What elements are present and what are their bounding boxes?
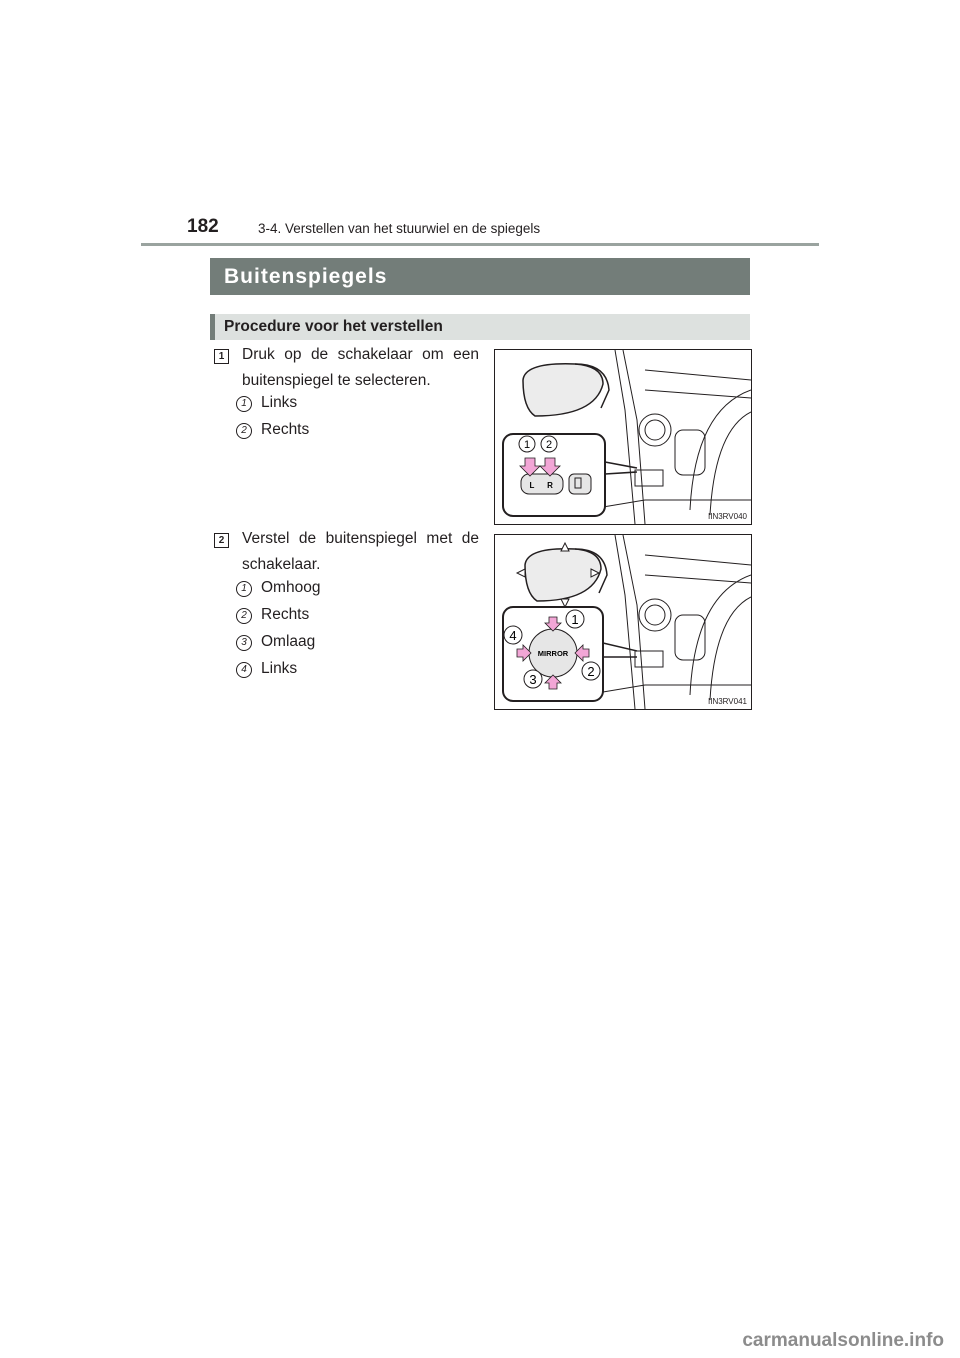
callout-1-label: 1 — [523, 439, 531, 451]
callout-number: 2 — [236, 423, 252, 439]
step-2-item-4 — [236, 659, 297, 679]
item-label: Rechts — [261, 606, 310, 623]
callout-2-label: 2 — [587, 664, 595, 679]
callout-2-label: 2 — [545, 439, 553, 451]
step-2-text: Verstel de buitenspiegel met de schakelaar. — [242, 530, 479, 573]
subsection-title: Procedure voor het verstellen — [210, 314, 750, 340]
step-2-item-2 — [236, 605, 309, 625]
switch-right-label: R — [547, 481, 553, 490]
switch-left-label: L — [529, 481, 535, 490]
callout-number: 2 — [236, 608, 252, 624]
callout-number: 1 — [236, 581, 252, 597]
figure-code: IIN3RV040 — [708, 512, 747, 521]
section-title: Buitenspiegels — [210, 258, 750, 295]
figure-mirror-select-switch — [494, 349, 752, 525]
callout-number: 4 — [236, 662, 252, 678]
step-2-item-3 — [236, 632, 315, 652]
mirror-switch-label: MIRROR — [537, 649, 569, 658]
step-number-1: 1 — [214, 349, 229, 364]
item-label: Links — [261, 660, 298, 677]
item-label: Rechts — [261, 421, 310, 438]
mirror-select-illustration — [495, 350, 751, 524]
chapter-title: 3-4. Verstellen van het stuurwiel en de spiegels — [258, 221, 541, 236]
figure-mirror-adjust-switch — [494, 534, 752, 710]
page-number: 182 — [187, 216, 219, 237]
step-1-item-2 — [236, 420, 309, 440]
item-label: Omhoog — [261, 579, 321, 596]
callout-3-label: 3 — [529, 672, 537, 687]
step-1-item-1 — [236, 393, 297, 413]
callout-4-label: 4 — [509, 628, 517, 643]
step-2-item-1 — [236, 578, 320, 598]
step-number-2: 2 — [214, 533, 229, 548]
item-label: Omlaag — [261, 633, 316, 650]
site-watermark[interactable]: carmanualsonline.info — [742, 1330, 944, 1351]
step-1-text: Druk op de schakelaar om een buitenspiegel te selecteren. — [242, 346, 479, 389]
callout-number: 1 — [236, 396, 252, 412]
callout-1-label: 1 — [571, 612, 579, 627]
callout-number: 3 — [236, 635, 252, 651]
figure-code: IIN3RV041 — [708, 697, 747, 706]
mirror-adjust-illustration — [495, 535, 751, 709]
header-divider — [141, 243, 819, 246]
item-label: Links — [261, 394, 298, 411]
